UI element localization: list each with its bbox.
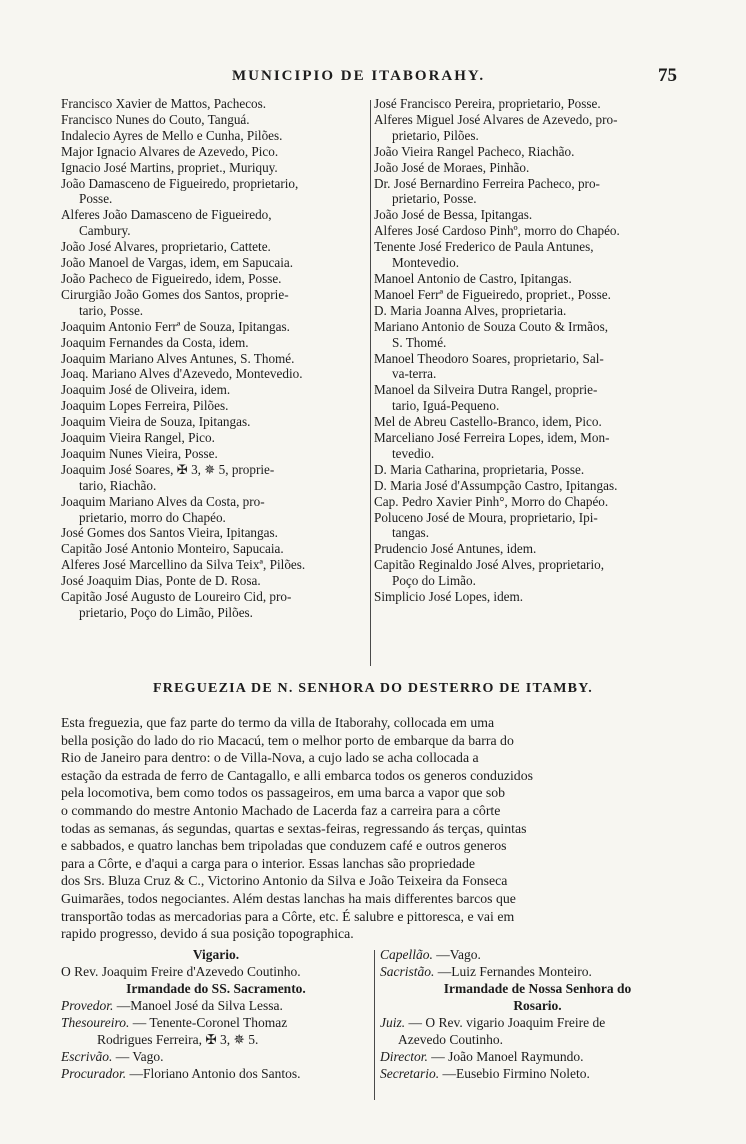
directory-entry	[374, 557, 689, 589]
directory-entry	[61, 319, 368, 335]
entry-line: Mariano Antonio de Souza Couto & Irmãos,	[374, 318, 609, 334]
entry-line: Joaquim Antonio Ferrª de Souza, Ipitangas.	[61, 318, 290, 334]
directory-entry	[374, 351, 689, 383]
entry-line: Francisco Nunes do Couto, Tanguá.	[61, 111, 250, 127]
paragraph-line: para a Côrte, e d'aqui a carga para o interior. Essas lanchas são propriedade	[61, 855, 476, 871]
directory-entry	[374, 510, 689, 542]
entry-line: Joaquim José Soares, ✠ 3, ✵ 5, proprie-	[61, 461, 275, 477]
paragraph-line: transportão todas as mercadorias para a Côrte, etc. É salubre e pittoresca, e vai em	[61, 908, 515, 924]
directory-entry	[374, 541, 689, 557]
directory-entry	[61, 541, 368, 557]
directory-entry	[374, 160, 689, 176]
thesoureiro-cont: Rodrigues Ferreira, ✠ 3, ✵ 5.	[97, 1032, 259, 1047]
paragraph-line: todas as semanas, ás segundas, quartas e sextas-feiras, regressando ás terças, quintas	[61, 820, 527, 836]
directory-entry	[374, 589, 689, 605]
entry-line: Mel de Abreu Castello-Branco, idem, Pico.	[374, 414, 602, 430]
entry-continuation: tario, Riachão.	[79, 477, 157, 493]
entry-line: Joaq. Mariano Alves d'Azevedo, Montevedio.	[61, 366, 303, 382]
capellao-row	[380, 946, 695, 963]
directory-entry	[61, 366, 368, 382]
thesoureiro-row	[61, 1014, 371, 1031]
entry-continuation: prietario, morro do Chapéo.	[79, 509, 226, 525]
entry-continuation: Montevedio.	[392, 255, 460, 271]
directory-entry	[61, 398, 368, 414]
entry-line: Alferes José Marcellino da Silva Teixª, Pilões.	[61, 557, 306, 573]
clergy-right	[380, 946, 695, 1082]
irmandade-rosario-heading: Irmandade de Nossa Senhora do	[443, 981, 632, 996]
entry-line: Capitão José Augusto de Loureiro Cid, pro-	[61, 589, 292, 605]
procurador-label: Procurador.	[61, 1066, 127, 1081]
entry-line: Manoel Ferrª de Figueiredo, propriet., Posse.	[374, 286, 611, 302]
directory-entry	[374, 430, 689, 462]
directory-entry	[61, 589, 368, 621]
entry-line: Joaquim Nunes Vieira, Posse.	[61, 445, 218, 461]
right-column	[374, 96, 689, 605]
directory-entry	[374, 207, 689, 223]
page-header	[0, 65, 746, 90]
directory-entry	[61, 525, 368, 541]
entry-line: João José de Bessa, Ipitangas.	[374, 207, 533, 223]
directory-entry	[61, 335, 368, 351]
thesoureiro-label: Thesoureiro.	[61, 1015, 130, 1030]
entry-line: Francisco Xavier de Mattos, Pachecos.	[61, 96, 267, 111]
sacristao-label: Sacristão.	[380, 964, 435, 979]
entry-line: Indalecio Ayres de Mello e Cunha, Pilões.	[61, 127, 283, 143]
entry-continuation: prietario, Pilões.	[392, 127, 479, 143]
directory-entry	[374, 176, 689, 208]
director-value: — João Manoel Raymundo.	[431, 1049, 584, 1064]
page-title: MUNICIPIO DE ITABORAHY.	[232, 68, 486, 84]
vigario-name: O Rev. Joaquim Freire d'Azevedo Coutinho.	[61, 964, 301, 979]
directory-entry	[374, 112, 689, 144]
directory-entry	[374, 271, 689, 287]
directory-entry	[61, 128, 368, 144]
directory-entry	[374, 144, 689, 160]
entry-line: D. Maria José d'Assumpção Castro, Ipitangas.	[374, 477, 618, 493]
director-label: Director.	[380, 1049, 428, 1064]
procurador-value: —Floriano Antonio dos Santos.	[129, 1066, 301, 1081]
entry-line: Manoel Antonio de Castro, Ipitangas.	[374, 270, 572, 286]
entry-continuation: S. Thomé.	[392, 334, 447, 350]
clergy-left	[61, 946, 371, 1082]
entry-line: Manoel Theodoro Soares, proprietario, Sal-	[374, 350, 604, 366]
entry-continuation: tario, Iguá-Pequeno.	[392, 398, 500, 414]
entry-line: Poluceno José de Moura, proprietario, Ipi-	[374, 509, 598, 525]
directory-entry	[374, 239, 689, 271]
entry-line: Joaquim Lopes Ferreira, Pilões.	[61, 398, 229, 414]
entry-line: Cirurgião João Gomes dos Santos, proprie-	[61, 286, 289, 302]
left-column	[61, 96, 368, 621]
entry-line: João Manoel de Vargas, idem, em Sapucaia.	[61, 255, 294, 271]
entry-line: Simplicio José Lopes, idem.	[374, 589, 524, 605]
entry-line: Joaquim Mariano Alves Antunes, S. Thomé.	[61, 350, 295, 366]
entry-line: Cap. Pedro Xavier Pinh°, Morro do Chapéo.	[374, 493, 609, 509]
procurador-row	[61, 1065, 371, 1082]
directory-entry	[374, 223, 689, 239]
entry-line: Alferes Miguel José Alvares de Azevedo, pro-	[374, 111, 618, 127]
clergy-divider	[374, 950, 375, 1100]
juiz-row	[380, 1014, 695, 1031]
paragraph-line: bella posição do lado do rio Macacú, tem o melhor porto de embarque da barra do	[61, 732, 514, 748]
irmandade-sacramento-heading: Irmandade do SS. Sacramento.	[126, 981, 306, 996]
entry-line: João Damasceno de Figueiredo, proprietario,	[61, 175, 299, 191]
entry-line: João Pacheco de Figueiredo, idem, Posse.	[61, 270, 282, 286]
entry-continuation: prietario, Poço do Limão, Pilões.	[79, 605, 253, 620]
entry-line: João José de Moraes, Pinhão.	[374, 159, 530, 175]
secretario-value: —Eusebio Firmino Noleto.	[442, 1066, 590, 1081]
directory-entry	[374, 303, 689, 319]
entry-line: José Gomes dos Santos Vieira, Ipitangas.	[61, 525, 278, 541]
directory-entry	[61, 176, 368, 208]
entry-line: Alferes José Cardoso Pinhº, morro do Chapéo.	[374, 223, 620, 239]
directory-columns	[0, 96, 746, 666]
entry-continuation: tevedio.	[392, 445, 435, 461]
juiz-cont: Azevedo Coutinho.	[398, 1032, 503, 1047]
entry-line: José Francisco Pereira, proprietario, Posse.	[374, 96, 601, 111]
irmandade-rosario-heading-cont: Rosario.	[513, 998, 562, 1013]
directory-entry	[374, 319, 689, 351]
capellao-label: Capellão.	[380, 947, 433, 962]
entry-line: Prudencio José Antunes, idem.	[374, 541, 537, 557]
escrivao-row	[61, 1048, 371, 1065]
entry-line: Ignacio José Martins, propriet., Muriquy.	[61, 159, 278, 175]
entry-line: D. Maria Catharina, proprietaria, Posse.	[374, 461, 585, 477]
directory-entry	[374, 494, 689, 510]
paragraph-line: estação da estrada de ferro de Cantagallo, e alli embarca todos os generos conduzidos	[61, 767, 533, 783]
directory-entry	[61, 430, 368, 446]
directory-entry	[61, 271, 368, 287]
entry-line: Tenente José Frederico de Paula Antunes,	[374, 239, 594, 255]
escrivao-label: Escrivão.	[61, 1049, 113, 1064]
directory-entry	[61, 144, 368, 160]
entry-line: Capitão José Antonio Monteiro, Sapucaia.	[61, 541, 284, 557]
paragraph-line: dos Srs. Bluza Cruz & C., Victorino Antonio da Silva e João Teixeira da Fonseca	[61, 873, 508, 889]
directory-entry	[61, 494, 368, 526]
paragraph-line: e sabbados, e quatro lanchas bem tripoladas que conduzem café e outros generos	[61, 838, 507, 854]
directory-entry	[61, 351, 368, 367]
directory-entry	[61, 446, 368, 462]
entry-continuation: tangas.	[392, 525, 429, 541]
entry-line: Joaquim Fernandes da Costa, idem.	[61, 334, 249, 350]
sacristao-row	[380, 963, 695, 980]
directory-entry	[374, 287, 689, 303]
paragraph-line: o commando do mestre Antonio Machado de Lacerda faz a carreira para a côrte	[61, 802, 501, 818]
secretario-row	[380, 1065, 695, 1082]
provedor-label: Provedor.	[61, 998, 114, 1013]
paragraph-line: Guimarães, todos negociantes. Além destas lanchas ha mais differentes barcos que	[61, 890, 516, 906]
clergy-section	[0, 946, 746, 1106]
sacristao-value: —Luiz Fernandes Monteiro.	[437, 964, 592, 979]
directory-entry	[374, 462, 689, 478]
entry-line: Marceliano José Ferreira Lopes, idem, Mon-	[374, 430, 610, 446]
directory-entry	[61, 414, 368, 430]
director-row	[380, 1048, 695, 1065]
directory-entry	[61, 462, 368, 494]
juiz-label: Juiz.	[380, 1015, 406, 1030]
entry-line: Dr. José Bernardino Ferreira Pacheco, pro-	[374, 175, 600, 191]
thesoureiro-value: — Tenente-Coronel Thomaz	[132, 1015, 288, 1030]
directory-entry	[61, 573, 368, 589]
directory-entry	[374, 414, 689, 430]
entry-continuation: Cambury.	[79, 223, 131, 239]
directory-entry	[61, 255, 368, 271]
entry-continuation: prietario, Posse.	[392, 191, 477, 207]
entry-line: Joaquim Mariano Alves da Costa, pro-	[61, 493, 265, 509]
entry-line: Joaquim Vieira Rangel, Pico.	[61, 430, 215, 446]
paragraph-line: rapido progresso, devido á sua posição topographica.	[61, 926, 354, 942]
page-number: 75	[658, 65, 677, 86]
directory-entry	[61, 207, 368, 239]
entry-line: D. Maria Joanna Alves, proprietaria.	[374, 302, 567, 318]
capellao-value: —Vago.	[436, 947, 481, 962]
paragraph-line: pela locomotiva, bem como todos os passageiros, em uma barca a vapor que sob	[61, 785, 506, 801]
section-title: FREGUEZIA DE N. SENHORA DO DESTERRO DE ITAMBY.	[153, 681, 593, 696]
paragraph-line: Rio de Janeiro para dentro: o de Villa-Nova, a cujo lado se acha collocada a	[61, 750, 479, 766]
directory-entry	[61, 382, 368, 398]
directory-entry	[61, 287, 368, 319]
entry-line: João Vieira Rangel Pacheco, Riachão.	[374, 143, 575, 159]
directory-entry	[61, 96, 368, 112]
entry-line: Joaquim José de Oliveira, idem.	[61, 382, 231, 398]
secretario-label: Secretario.	[380, 1066, 440, 1081]
entry-line: Major Ignacio Alvares de Azevedo, Pico.	[61, 143, 279, 159]
vigario-heading: Vigario.	[192, 947, 240, 962]
entry-continuation: tario, Posse.	[79, 302, 144, 318]
juiz-value: — O Rev. vigario Joaquim Freire de	[408, 1015, 606, 1030]
directory-entry	[61, 557, 368, 573]
entry-line: José Joaquim Dias, Ponte de D. Rosa.	[61, 573, 261, 589]
directory-entry	[61, 160, 368, 176]
provedor-value: —Manoel José da Silva Lessa.	[116, 998, 283, 1013]
provedor-row	[61, 997, 371, 1014]
directory-entry	[374, 382, 689, 414]
escrivao-value: — Vago.	[115, 1049, 164, 1064]
entry-continuation: va-terra.	[392, 366, 437, 382]
directory-entry	[374, 96, 689, 112]
directory-entry	[374, 478, 689, 494]
directory-entry	[61, 239, 368, 255]
parish-description	[61, 714, 691, 943]
entry-line: Joaquim Vieira de Souza, Ipitangas.	[61, 414, 251, 430]
entry-line: Capitão Reginaldo José Alves, proprietario,	[374, 557, 605, 573]
entry-line: Alferes João Damasceno de Figueiredo,	[61, 207, 272, 223]
entry-line: João José Alvares, proprietario, Cattete.	[61, 239, 271, 255]
entry-continuation: Posse.	[79, 191, 113, 207]
entry-continuation: Poço do Limão.	[392, 573, 476, 589]
paragraph-line: Esta freguezia, que faz parte do termo da villa de Itaborahy, collocada em uma	[61, 715, 495, 730]
directory-entry	[61, 112, 368, 128]
entry-line: Manoel da Silveira Dutra Rangel, proprie-	[374, 382, 598, 398]
